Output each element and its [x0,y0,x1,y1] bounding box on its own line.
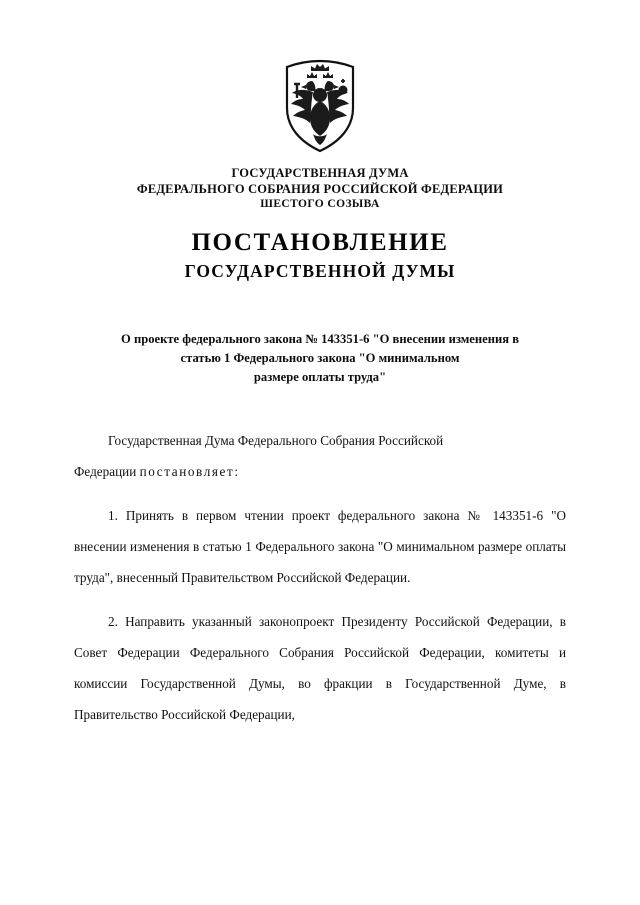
preamble-second-line: Федерации [74,463,140,479]
preamble-lead: Государственная Дума Федерального Собрания Российской [108,432,444,448]
subject-line-1: О проекте федерального закона № 143351-6 "О внесении изменения в [121,331,519,346]
russian-coat-of-arms-icon [277,58,363,154]
document-body [74,425,566,730]
document-subject [70,330,570,387]
organization-line-2: ФЕДЕРАЛЬНОГО СОБРАНИЯ РОССИЙСКОЙ ФЕДЕРАЦИИ [136,181,504,196]
organization-header [0,166,640,213]
page-subtitle: ГОСУДАРСТВЕННОЙ ДУМЫ [184,260,456,281]
organization-line-3: ШЕСТОГО СОЗЫВА [260,198,380,210]
item-paragraph-2: 2. Направить указанный законопроект Президенту Российской Федерации, в Совет Федерации Федерального Собрания Российской Федерации, комитеты и комиссии Государственной Думы, во фракции в Государственной Думе, в Правительство Российской Федерации, [74,613,566,722]
document-title-block [0,229,640,282]
subject-line-2: статью 1 Федерального закона "О минимальном [180,350,460,365]
preamble-paragraph [74,425,566,487]
item-paragraph-1: 1. Принять в первом чтении проект федерального закона № 143351-6 "О внесении изменения в статью 1 Федерального закона "О минимальном размере оплаты труда", внесенный Правительством Российской Федерации. [74,507,566,585]
page-title: ПОСТАНОВЛЕНИЕ [191,228,449,256]
emblem-container [0,0,640,154]
organization-line-1: ГОСУДАРСТВЕННАЯ ДУМА [231,166,409,180]
subject-line-3: размере оплаты труда" [253,369,387,384]
preamble-postanovlyaet: постановляет: [139,463,240,479]
